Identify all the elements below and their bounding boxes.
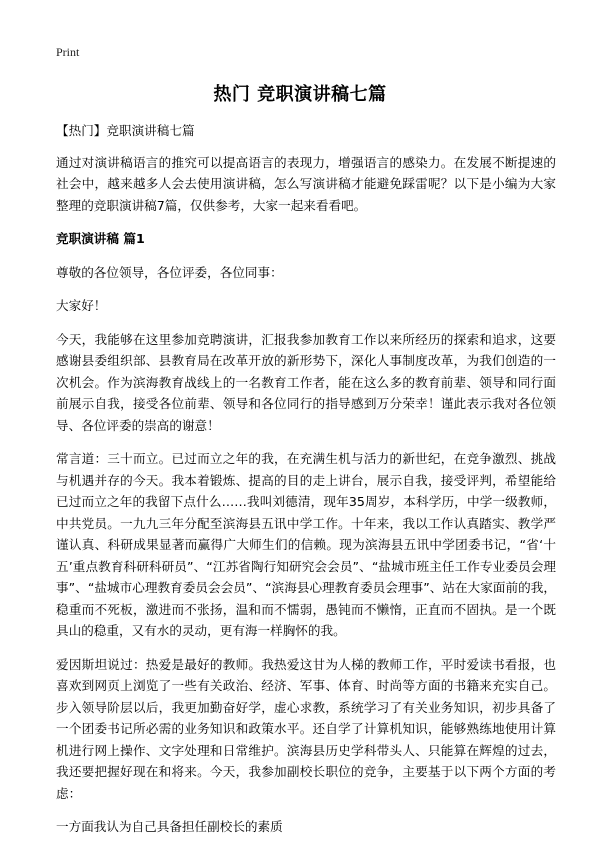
body-paragraph: 一方面我认为自己具备担任副校长的素质: [56, 819, 283, 834]
intro-paragraph: 通过对演讲稿语言的推究可以提高语言的表现力，增强语言的感染力。在发展不断提速的社会中，越来越多人会去使用演讲稿，怎么写演讲稿才能避免踩雷呢？以下是小编为大家整理的竞职演讲稿7篇，仅供参考，大家一起来看看吧。: [56, 154, 556, 213]
salutation-paragraph: 尊敬的各位领导，各位评委，各位同事：: [56, 264, 283, 280]
greeting-paragraph: 大家好！: [56, 298, 107, 313]
body-paragraph: 今天，我能够在这里参加竞聘演讲，汇报我参加教育工作以来所经历的探索和追求，这要感谢县委组织部、县教育局在改革开放的新形势下，深化人事制度改革，为我们创造的一次机会。作为滨海教育战线上的一名教育工作者，能在这么多的教育前辈、领导和同行面前展示自我，接受各位前辈、领导和各位同行的指导感到万分荣幸！谨此表示我对各位领导、各位评委的崇高的谢意！: [56, 331, 556, 433]
section-heading: 竞职演讲稿 篇1: [56, 231, 145, 246]
document-subtitle: 【热门】竞职演讲稿七篇: [56, 123, 195, 138]
print-label[interactable]: Print: [56, 45, 80, 59]
body-paragraph: 常言道：三十而立。已过而立之年的我，在充满生机与活力的新世纪，在竞争激烈、挑战与机遇并存的今天。我本着锻炼、提高的目的走上讲台，展示自我，接受评判，希望能给已过而立之年的我留下点什么……我叫刘德清，现年35周岁，本科学历，中学一级教师，中共党员。一九九三年分配至滨海县五讯中学工作。十年来，我以工作认真踏实、教学严谨认真、科研成果显著而赢得广大师生们的信赖。现为滨海县五讯中学团委书记，“省‘十五’重点教育科研科研员”、“江苏省陶行知研究会会员”、“盐城市班主任工作专业委员会理事”、“盐城市心理教育委员会会员”、“滨海县心理教育委员会理事”、站在大家面前的我，稳重而不死板，激进而不张扬，温和而不懦弱，愚钝而不懒惰，正直而不固执。是一个既具山的稳重，又有水的灵动，更有海一样胸怀的我。: [56, 451, 556, 638]
body-paragraph: 爱因斯坦说过：热爱是最好的教师。我热爱这甘为人梯的教师工作，平时爱读书看报，也喜欢到网页上浏览了一些有关政治、经济、军事、体育、时尚等方面的书籍来充实自己。步入领导阶层以后，我更加勤奋好学，虚心求教，系统学习了有关业务知识，初步具备了一个团委书记所必需的业务知识和政策水平。还自学了计算机知识，能够熟练地使用计算机进行网上操作、文字处理和日常维护。滨海县历史学科带头人、只能算在辉煌的过去，我还要把握好现在和将来。今天，我参加副校长职位的竞争，主要基于以下两个方面的考虑：: [56, 656, 556, 801]
document-body: [56, 120, 556, 850]
page-title: 热门 竞职演讲稿七篇: [213, 84, 387, 105]
